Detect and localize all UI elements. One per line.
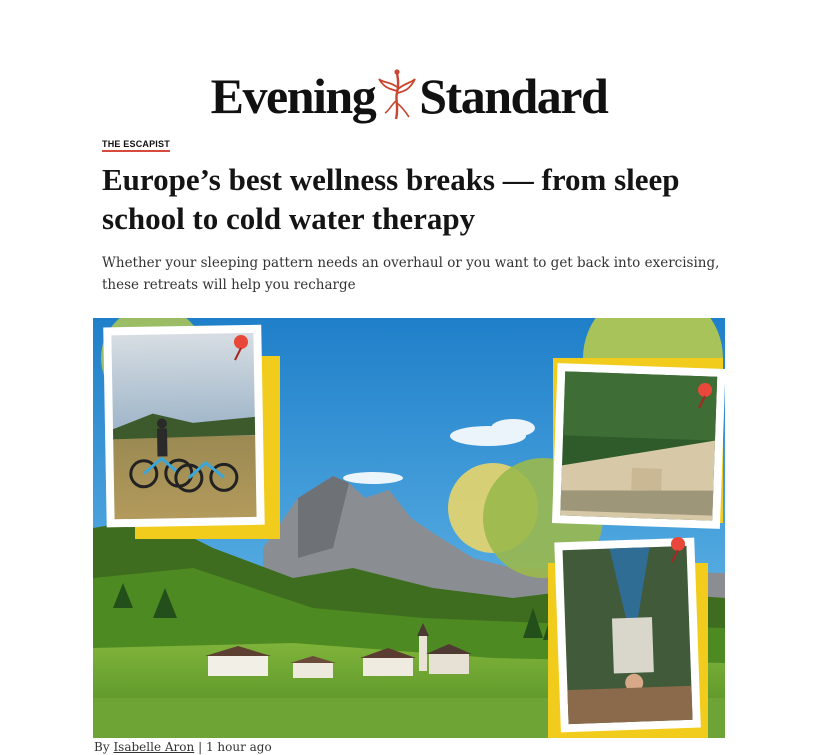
- byline: [94, 740, 272, 754]
- section-tag[interactable]: THE ESCAPIST: [102, 139, 170, 152]
- publish-time: 1 hour ago: [205, 740, 272, 754]
- masthead-word-left: Evening: [210, 68, 376, 124]
- masthead: [0, 60, 818, 132]
- byline-separator: |: [198, 740, 203, 754]
- article-standfirst: Whether your sleeping pattern needs an overhaul or you want to get back into exercising, these retreats will help you recharge: [102, 255, 720, 293]
- aerial-yoga-photo: [554, 538, 701, 733]
- winged-figure-emblem-icon: [377, 67, 417, 125]
- masthead-word-right: Standard: [419, 68, 608, 124]
- byline-prefix: By: [94, 740, 110, 754]
- article-headline: Europe’s best wellness breaks — from sleep school to cold water therapy: [102, 162, 680, 236]
- hero-image: [93, 318, 725, 738]
- cyclists-photo: [103, 325, 264, 528]
- hero-collage: [93, 318, 725, 738]
- masthead-logo[interactable]: [211, 67, 608, 125]
- author-link[interactable]: Isabelle Aron: [113, 740, 195, 754]
